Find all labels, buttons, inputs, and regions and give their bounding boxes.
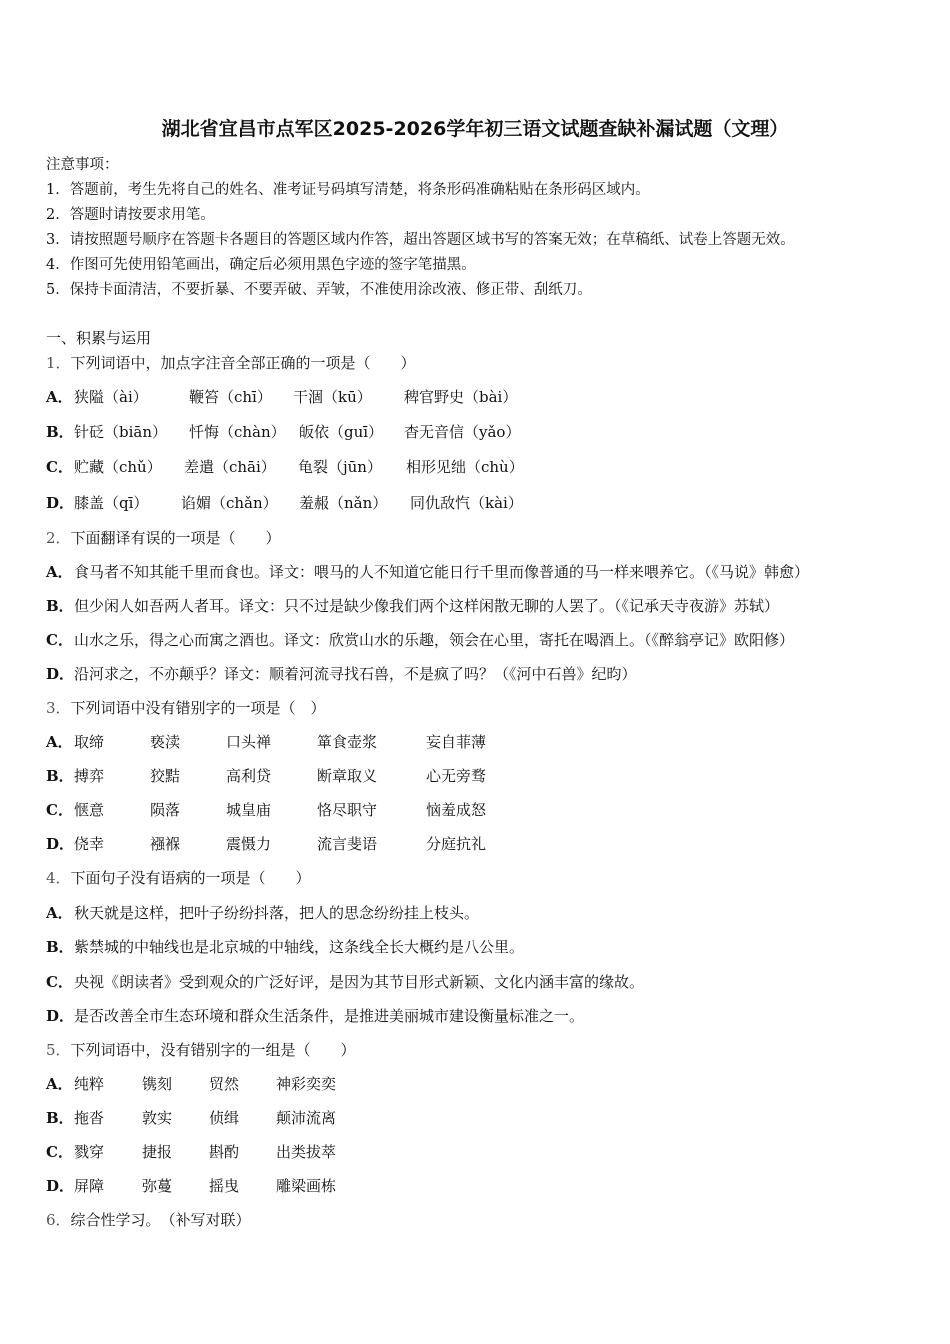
option-d[interactable]: D．是否改善全市生态环境和群众生活条件，是推进美丽城市建设衡量标准之一。 xyxy=(46,1007,585,1025)
option-item: 搏弈 xyxy=(74,767,105,785)
note-item: 4．作图可先使用铅笔画出，确定后必须用黑色字迹的签字笔描黑。 xyxy=(46,257,476,273)
option-item: 侥幸 xyxy=(74,835,105,853)
note-item: 2．答题时请按要求用笔。 xyxy=(46,207,215,223)
option-text: 沿河求之，不亦颠乎？译文：顺着河流寻找石兽，不是疯了吗？（《河中石兽》纪昀） xyxy=(74,665,637,683)
option-item: 神彩奕奕 xyxy=(276,1075,337,1093)
option-item: 狡黠 xyxy=(150,767,181,785)
option-b[interactable]: B． xyxy=(46,423,74,441)
option-item: 妄自菲薄 xyxy=(426,733,487,751)
question-number: 4． xyxy=(46,869,71,887)
option-item: 分庭抗礼 xyxy=(426,835,487,853)
note-item: 5．保持卡面清洁，不要折暴、不要弄破、弄皱，不准使用涂改液、修正带、刮纸刀。 xyxy=(46,282,592,298)
option-item: 贮藏（chǔ） xyxy=(74,458,162,476)
option-item: 出类拔萃 xyxy=(276,1143,337,1161)
option-item: 惬意 xyxy=(74,801,105,819)
option-item: 斟酌 xyxy=(209,1143,240,1161)
option-item: 城皇庙 xyxy=(226,801,272,819)
option-item: 皈依（guī） xyxy=(299,423,384,441)
question-number: 3． xyxy=(46,699,71,717)
option-c[interactable]: C．山水之乐，得之心而寓之酒也。译文：欣赏山水的乐趣，领会在心里，寄托在喝酒上。（《醉翁亭记》欧阳修） xyxy=(46,631,795,649)
question-text: 下列词语中没有错别字的一项是（ ） xyxy=(70,699,326,717)
option-item: 膝盖（qī） xyxy=(74,494,149,512)
option-item: 杳无音信（yǎo） xyxy=(404,423,521,441)
question-2-stem xyxy=(46,527,281,548)
option-text: 紫禁城的中轴线也是北京城的中轴线，这条线全长大概约是八公里。 xyxy=(74,938,525,956)
question-text: 下列词语中，加点字注音全部正确的一项是（ ） xyxy=(70,354,416,372)
option-item: 雕梁画栋 xyxy=(276,1177,337,1195)
question-text: 下面翻译有误的一项是（ ） xyxy=(70,529,281,547)
option-item: 贸然 xyxy=(209,1075,240,1093)
option-item: 弥蔓 xyxy=(142,1177,173,1195)
option-item: 箪食壶浆 xyxy=(317,733,378,751)
option-item: 捷报 xyxy=(142,1143,173,1161)
note-item: 3．请按照题号顺序在答题卡各题目的答题区域内作答，超出答题区域书写的答案无效；在草稿纸、试卷上答题无效。 xyxy=(46,232,795,248)
question-text: 综合性学习。 （补写对联） xyxy=(70,1211,251,1229)
option-item: 陨落 xyxy=(150,801,181,819)
option-text: 是否改善全市生态环境和群众生活条件，是推进美丽城市建设衡量标准之一。 xyxy=(74,1007,585,1025)
option-item: 狭隘（ài） xyxy=(74,388,148,406)
option-item: 针砭（biān） xyxy=(74,423,168,441)
option-item: 恪尽职守 xyxy=(317,801,378,819)
option-d[interactable]: D． xyxy=(46,494,75,512)
question-number: 2． xyxy=(46,529,71,547)
question-number: 5． xyxy=(46,1041,71,1059)
question-6-stem xyxy=(46,1209,251,1230)
option-c[interactable]: C． xyxy=(46,1143,73,1161)
option-item: 颠沛流离 xyxy=(276,1109,337,1127)
page-title: 湖北省宜昌市点军区2025-2026学年初三语文试题查缺补漏试题（文理） xyxy=(161,118,789,140)
option-item: 同仇敌忾（kài） xyxy=(410,494,523,512)
option-text: 山水之乐，得之心而寓之酒也。译文：欣赏山水的乐趣，领会在心里，寄托在喝酒上。（《醉翁亭记》欧阳修） xyxy=(74,631,795,649)
option-item: 忏悔（chàn） xyxy=(189,423,286,441)
option-item: 亵渎 xyxy=(150,733,181,751)
option-item: 镌刻 xyxy=(142,1075,173,1093)
option-d[interactable]: D． xyxy=(46,835,75,853)
option-item: 敦实 xyxy=(142,1109,173,1127)
option-item: 差遣（chāi） xyxy=(184,458,276,476)
option-item: 心无旁骛 xyxy=(426,767,487,785)
option-item: 屏障 xyxy=(74,1177,105,1195)
option-a[interactable]: A． xyxy=(46,733,73,751)
note-item: 1．答题前，考生先将自己的姓名、准考证号码填写清楚，将条形码准确粘贴在条形码区域内。 xyxy=(46,182,650,198)
option-item: 摇曳 xyxy=(209,1177,240,1195)
option-a[interactable]: A．秋天就是这样，把叶子纷纷抖落，把人的思念纷纷挂上枝头。 xyxy=(46,904,480,922)
option-b[interactable]: B． xyxy=(46,1109,74,1127)
notes-heading: 注意事项： xyxy=(46,157,119,173)
option-text: 央视《朗读者》受到观众的广泛好评，是因为其节目形式新颖、文化内涵丰富的缘故。 xyxy=(74,973,645,991)
option-item: 纯粹 xyxy=(74,1075,105,1093)
option-c[interactable]: C． xyxy=(46,801,73,819)
option-text: 秋天就是这样，把叶子纷纷抖落，把人的思念纷纷挂上枝头。 xyxy=(74,904,480,922)
option-item: 羞赧（nǎn） xyxy=(299,494,388,512)
option-item: 干涸（kū） xyxy=(293,388,372,406)
question-4-stem xyxy=(46,867,311,888)
option-item: 断章取义 xyxy=(317,767,378,785)
option-item: 襁褓 xyxy=(150,835,181,853)
option-item: 侦缉 xyxy=(209,1109,240,1127)
option-item: 戮穿 xyxy=(74,1143,105,1161)
option-text: 但少闲人如吾两人者耳。译文：只不过是缺少像我们两个这样闲散无聊的人罢了。（《记承天寺夜游》苏轼） xyxy=(74,597,780,615)
option-c[interactable]: C．央视《朗读者》受到观众的广泛好评，是因为其节目形式新颖、文化内涵丰富的缘故。 xyxy=(46,973,645,991)
option-item: 流言斐语 xyxy=(317,835,378,853)
section-heading: 一、积累与运用 xyxy=(46,329,152,347)
option-d[interactable]: D．沿河求之，不亦颠乎？译文：顺着河流寻找石兽，不是疯了吗？（《河中石兽》纪昀） xyxy=(46,665,637,683)
option-item: 口头禅 xyxy=(226,733,272,751)
question-number: 6． xyxy=(46,1211,71,1229)
option-item: 取缔 xyxy=(74,733,105,751)
option-b[interactable]: B．但少闲人如吾两人者耳。译文：只不过是缺少像我们两个这样闲散无聊的人罢了。（《记承天寺夜游》苏轼） xyxy=(46,597,780,615)
option-d[interactable]: D． xyxy=(46,1177,75,1195)
option-a[interactable]: A． xyxy=(46,1075,73,1093)
option-item: 稗官野史（bài） xyxy=(404,388,518,406)
question-text: 下面句子没有语病的一项是（ ） xyxy=(70,869,311,887)
option-b[interactable]: B． xyxy=(46,767,74,785)
option-item: 谄媚（chǎn） xyxy=(181,494,278,512)
question-number: 1． xyxy=(46,354,71,372)
option-item: 恼羞成怒 xyxy=(426,801,487,819)
option-b[interactable]: B．紫禁城的中轴线也是北京城的中轴线，这条线全长大概约是八公里。 xyxy=(46,938,525,956)
option-c[interactable]: C． xyxy=(46,458,73,476)
option-item: 震慑力 xyxy=(226,835,272,853)
option-item: 鞭笞（chī） xyxy=(189,388,272,406)
option-item: 相形见绌（chù） xyxy=(406,458,524,476)
question-3-stem xyxy=(46,697,326,718)
question-5-stem xyxy=(46,1039,356,1060)
option-text: 食马者不知其能千里而食也。译文：喂马的人不知道它能日行千里而像普通的马一样来喂养它。（《马说》韩愈） xyxy=(74,563,810,581)
question-text: 下列词语中，没有错别字的一组是（ ） xyxy=(70,1041,356,1059)
option-item: 龟裂（jūn） xyxy=(298,458,382,476)
option-item: 拖沓 xyxy=(74,1109,105,1127)
option-a[interactable]: A．食马者不知其能千里而食也。译文：喂马的人不知道它能日行千里而像普通的马一样来喂养它。（《马说》韩愈） xyxy=(46,563,810,581)
question-1-stem xyxy=(46,352,416,373)
option-item: 高利贷 xyxy=(226,767,272,785)
option-a[interactable]: A． xyxy=(46,388,73,406)
